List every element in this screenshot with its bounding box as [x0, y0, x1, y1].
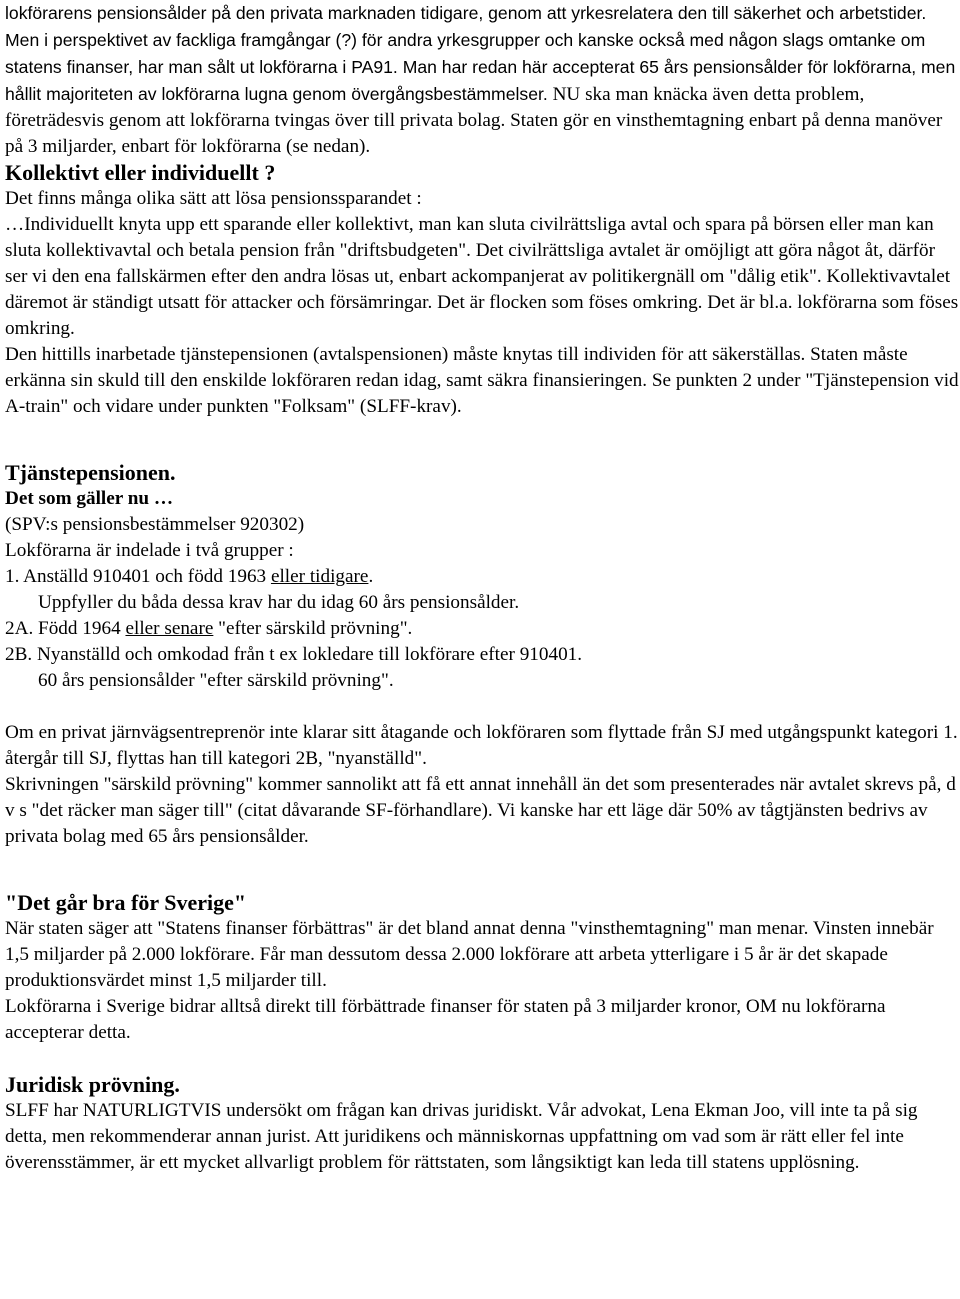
- heading-tjanstepension: Tjänstepensionen.: [5, 460, 176, 485]
- sverige-paragraph-2: Lokförarna i Sverige bidrar alltså direkt till förbättrade finanser för staten på 3 miljarder kronor, OM nu lokförarna accepterar detta.: [5, 996, 886, 1043]
- intro-text-serif-1: NU ska man knäcka även detta problem, företrädesvis genom att lokförarna tvingas över till privata bolag.: [5, 84, 865, 131]
- kollektivt-paragraph-3: Den hittills inarbetade tjänstepensionen (avtalspensionen) måste knytas till individen för att säkerställas. Staten måste erkänna sin skuld till den enskilde lokföraren redan idag, samt säkra finansieringen. Se punkten 2 under "Tjänstepension vid A-train" och vidare under punkten "Folksam" (SLFF-krav).: [5, 344, 959, 417]
- juridisk-paragraph-1: SLFF har NATURLIGTVIS undersökt om frågan kan drivas juridiskt. Vår advokat, Lena Ekman Joo, vill inte ta på sig detta, men rekommenderar annan jurist. Att juridikens och människornas uppfattning om vad som är rätt eller fel inte överensstämmer, är ett mycket allvarligt problem för rättstaten, som långsiktigt kan leda till statens upplösning.: [5, 1100, 918, 1173]
- list-item-1-underlined: eller tidigare: [270, 566, 369, 587]
- spacer: [5, 1046, 960, 1072]
- spacer: [5, 850, 960, 890]
- heading-juridisk: Juridisk prövning.: [5, 1072, 180, 1097]
- spacer: [5, 420, 960, 460]
- intro-text-serif-2: Staten gör en vinsthemtagning enbart på denna manöver på 3 miljarder, enbart för lokförarna (se nedan).: [5, 110, 943, 157]
- tjanste-line-1: (SPV:s pensionsbestämmelser 920302): [5, 514, 305, 535]
- list-item-2a-underlined: eller senare: [125, 618, 214, 639]
- intro-paragraph: [5, 0, 960, 160]
- list-item-2a-prefix: 2A. Född 1964: [5, 618, 126, 639]
- tjanste-paragraph-2: Skrivningen "särskild prövning" kommer sannolikt att få ett annat innehåll än det som presenterades när avtalet skrevs på, d v s "det räcker man säger till" (citat dåvarande SF-förhandlare). Vi kanske har ett läge där 50% av tågtjänsten bedrivs av privata bolag med 65 års pensionsålder.: [5, 774, 956, 847]
- list-item-2b: 2B. Nyanställd och omkodad från t ex lokledare till lokförare efter 910401.: [5, 644, 583, 665]
- list-item-1-prefix: 1. Anställd 910401 och född 1963: [5, 566, 271, 587]
- list-item-2a: [5, 616, 960, 642]
- heading-kollektivt: Kollektivt eller individuellt ?: [5, 160, 276, 185]
- kollektivt-paragraph-2: …Individuellt knyta upp ett sparande eller kollektivt, man kan sluta civilrättsliga avtal och spara på börsen eller man kan sluta kollektivavtal och betala pension från "driftsbudgeten". Det civilrättsliga avtalet är omöjligt att göra något åt, därför ser vi den ena fallskärmen efter den andra lösas ut, enbart ackompanjerat av politikergnäll om "dålig etik". Kollektivavtalet däremot är ständigt utsatt för attacker och försämringar. Det är flocken som föses omkring. Det är bl.a. lokförarna som föses omkring.: [5, 214, 959, 339]
- kollektivt-paragraph-1: Det finns många olika sätt att lösa pensionssparandet :: [5, 188, 422, 209]
- tjanste-subheading: Det som gäller nu …: [5, 488, 174, 509]
- sverige-paragraph-1: När staten säger att "Statens finanser förbättras" är det bland annat denna "vinsthemtagning" man menar. Vinsten innebär 1,5 miljarder på 2.000 lokförare. Får man dessutom dessa 2.000 lokförare att arbeta ytterligare i 5 år är det skapade produktionsvärdet minst 1,5 miljarder till.: [5, 918, 934, 991]
- intro-text-sans: lokförarens pensionsålder på den privata marknaden tidigare, genom att yrkesrelatera den till säkerhet och arbetstider. Men i perspektivet av fackliga framgångar (?) för andra yrkesgrupper och kanske också med någon slags omtanke om statens finanser, har man sålt ut lokförarna i PA91. Man har redan här accepterat 65 års pensionsålder för lokförarna, men hållit majoriteten av lokförarna lugna genom övergångsbestämmelser.: [5, 3, 956, 104]
- list-item-1-suffix: .: [368, 566, 374, 587]
- list-item-1-continuation: Uppfyller du båda dessa krav har du idag 60 års pensionsålder.: [38, 592, 520, 613]
- list-item-2b-continuation: 60 års pensionsålder "efter särskild prövning".: [38, 670, 394, 691]
- tjanste-paragraph-1: Om en privat järnvägsentreprenör inte klarar sitt åtagande och lokföraren som flyttade från SJ med utgångspunkt kategori 1. återgår till SJ, flyttas han till kategori 2B, "nyanställd".: [5, 722, 958, 769]
- heading-sverige: "Det går bra för Sverige": [5, 890, 247, 915]
- spacer: [5, 694, 960, 720]
- tjanste-line-2: Lokförarna är indelade i två grupper :: [5, 540, 294, 561]
- list-item-1: [5, 564, 960, 590]
- list-item-2a-suffix: "efter särskild prövning".: [213, 618, 413, 639]
